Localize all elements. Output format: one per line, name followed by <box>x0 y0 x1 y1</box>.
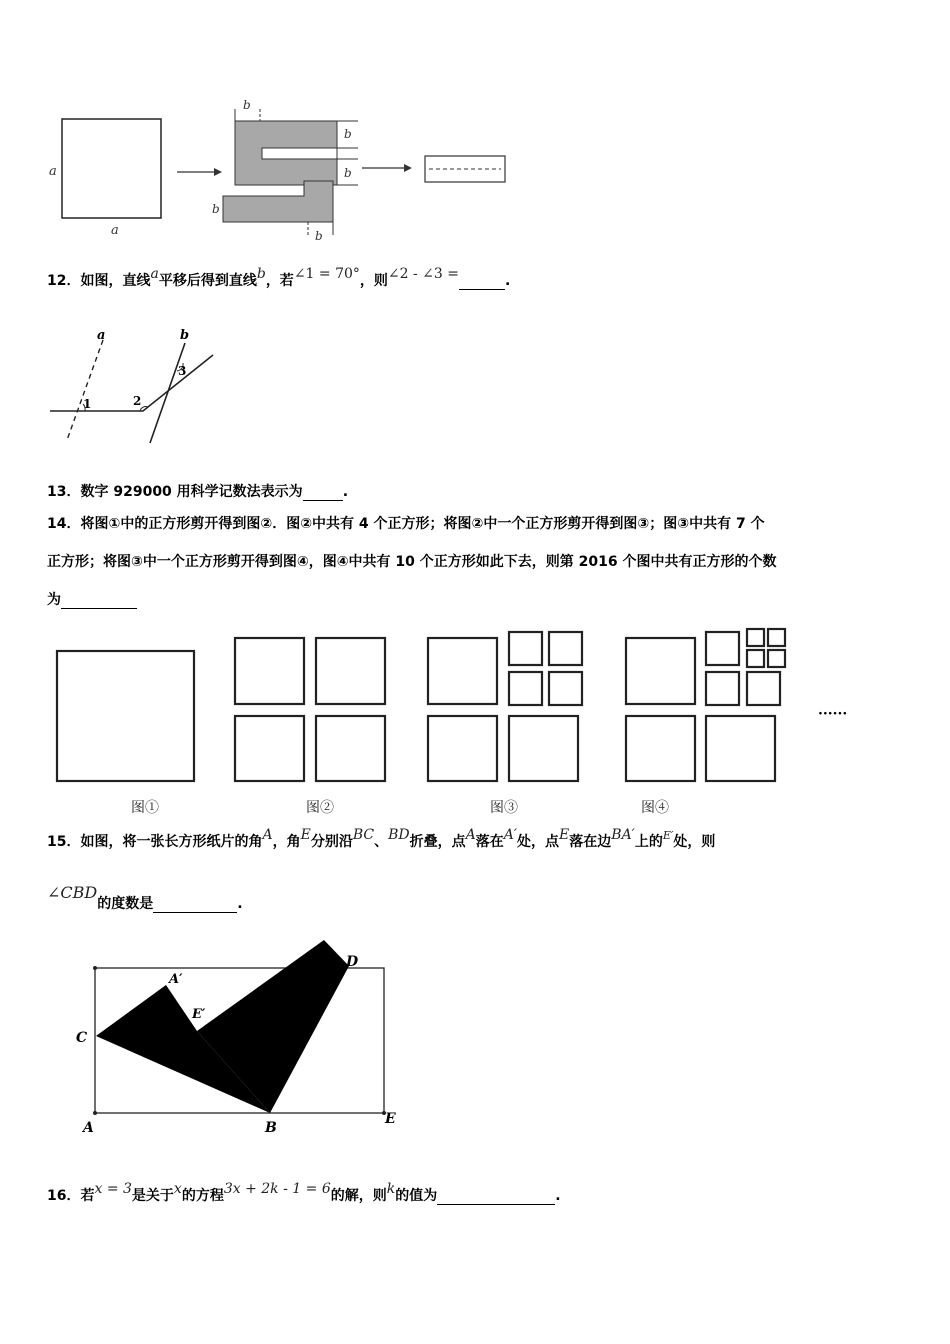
strip-width-label: b <box>212 202 220 216</box>
folded-rectangle-figure <box>70 930 410 1140</box>
question-15-line-1 <box>47 827 716 851</box>
point-A-prime: A′ <box>503 827 518 843</box>
label-b: b <box>180 328 190 343</box>
period: . <box>505 273 511 289</box>
answer-blank[interactable] <box>459 275 505 290</box>
question-text: 13．数字 929000 用科学记数法表示为 <box>47 484 303 500</box>
parallel-lines-figure <box>45 325 225 450</box>
period: . <box>555 1188 561 1204</box>
answer-blank[interactable] <box>437 1190 555 1205</box>
fig2-square <box>235 716 304 781</box>
fig4-square <box>626 716 695 781</box>
point-E: E <box>300 827 311 843</box>
answer-blank[interactable] <box>61 594 137 609</box>
equation-expression: 3x + 2k - 1 = 6 <box>223 1181 331 1197</box>
fig2-square <box>235 638 304 704</box>
variable-a: a <box>150 266 159 282</box>
question-text: 折叠，点 <box>409 834 466 850</box>
fig4-square <box>747 672 780 705</box>
point-E: E <box>559 827 570 843</box>
angle-1-label: 1 <box>83 397 92 411</box>
strip-width-label: b <box>243 98 251 112</box>
fig4-square <box>626 638 695 704</box>
question-text: 为 <box>47 592 61 608</box>
continuation-ellipsis: ······ <box>818 706 848 722</box>
label-B: B <box>265 1120 277 1136</box>
arrow-2-icon <box>404 164 412 172</box>
strip-width-label: b <box>344 166 352 180</box>
point-A: A <box>465 827 476 843</box>
question-text: ，角 <box>272 834 301 850</box>
fig3-square <box>549 632 582 665</box>
period: . <box>342 484 349 500</box>
fig4-square <box>706 632 739 665</box>
period: . <box>237 896 243 912</box>
fig4-square <box>747 629 764 646</box>
question-14-line-3 <box>47 589 137 609</box>
fig3-square <box>509 672 542 705</box>
fig2-square <box>316 716 385 781</box>
fig4-square <box>768 650 785 667</box>
fig4-square <box>768 629 785 646</box>
original-square <box>62 119 161 218</box>
point-E-prime: E′ <box>662 829 674 842</box>
question-16 <box>47 1181 561 1205</box>
question-text: 落在 <box>475 834 504 850</box>
question-15-line-2 <box>47 883 243 913</box>
question-text: 平移后得到直线 <box>158 273 257 289</box>
square-to-strip-figure <box>40 95 520 245</box>
line-a <box>67 340 103 440</box>
question-text: 落在边 <box>569 834 612 850</box>
question-14-line-1: 14．将图①中的正方形剪开得到图②．图②中共有 4 个正方形；将图②中一个正方形剪开得到图③；图③中共有 7 个 <box>47 516 765 532</box>
square-side-label-bottom: a <box>111 223 119 238</box>
question-text: 上的 <box>634 834 663 850</box>
line-b <box>150 343 185 443</box>
label-E-prime: E′ <box>192 1007 206 1022</box>
fig3-square <box>509 716 578 781</box>
question-12 <box>47 266 511 290</box>
arrow-1-icon <box>214 168 222 176</box>
question-text: 处，则 <box>673 834 716 850</box>
fig3-square <box>428 716 497 781</box>
question-text: 、 <box>374 834 389 850</box>
transversal <box>50 355 213 411</box>
angle-CBD: ∠CBD <box>47 883 98 902</box>
question-text: 15．如图，将一张长方形纸片的角 <box>47 834 263 850</box>
question-text: 如图，直线 <box>80 273 151 289</box>
question-text: ，若 <box>265 273 294 289</box>
angle-2-label: 2 <box>133 394 142 408</box>
question-number: 12． <box>47 273 81 289</box>
fig4-square <box>706 716 775 781</box>
fig3-square <box>549 672 582 705</box>
label-D: D <box>346 954 359 970</box>
label-A-prime: A′ <box>169 972 183 987</box>
square-cutting-figures <box>50 620 880 790</box>
segment-BC: BC <box>352 827 375 843</box>
fig1-square <box>57 651 194 781</box>
question-text: 16．若 <box>47 1188 95 1204</box>
answer-blank[interactable] <box>153 898 237 913</box>
strip-width-label: b <box>315 229 323 243</box>
question-14-line-2: 正方形；将图③中一个正方形剪开得到图④，图④中共有 10 个正方形如此下去，则第 2016 个图中共有正方形的个数 <box>47 554 777 570</box>
caption-fig-2: 图② <box>306 800 334 816</box>
caption-fig-3: 图③ <box>490 800 518 816</box>
angle-3-label: 3 <box>178 364 187 378</box>
caption-fig-1: 图① <box>131 800 159 816</box>
fig3-square <box>509 632 542 665</box>
x-equals-3-expression: x = 3 <box>94 1181 132 1197</box>
variable-x: x <box>173 1181 182 1197</box>
square-side-label-left: a <box>49 164 57 179</box>
question-13 <box>47 481 348 501</box>
question-text: 的度数是 <box>97 896 154 912</box>
point-A: A <box>262 827 273 843</box>
label-C: C <box>76 1030 88 1046</box>
question-text: 是关于 <box>131 1188 174 1204</box>
answer-blank[interactable] <box>303 486 343 501</box>
question-text: 分别沿 <box>310 834 353 850</box>
fig4-square <box>747 650 764 667</box>
question-text: 的方程 <box>181 1188 224 1204</box>
strip-width-label: b <box>344 127 352 141</box>
angle-1-expression: ∠1 = 70° <box>293 266 360 282</box>
fig2-square <box>316 638 385 704</box>
fig4-square <box>706 672 739 705</box>
variable-b: b <box>256 266 266 282</box>
variable-k: k <box>386 1181 396 1197</box>
label-A: A <box>83 1120 94 1136</box>
question-text: ，则 <box>359 273 388 289</box>
question-text: 的解，则 <box>330 1188 387 1204</box>
label-E: E <box>385 1111 396 1127</box>
fig3-square <box>428 638 497 704</box>
segment-BD: BD <box>388 827 410 843</box>
segment-BA-prime: BA′ <box>611 827 635 843</box>
angle-difference-expression: ∠2 - ∠3 = <box>387 266 459 282</box>
label-a: a <box>97 328 106 343</box>
question-text: 的值为 <box>395 1188 438 1204</box>
question-text: 处，点 <box>517 834 560 850</box>
caption-fig-4: 图④ <box>641 800 669 816</box>
